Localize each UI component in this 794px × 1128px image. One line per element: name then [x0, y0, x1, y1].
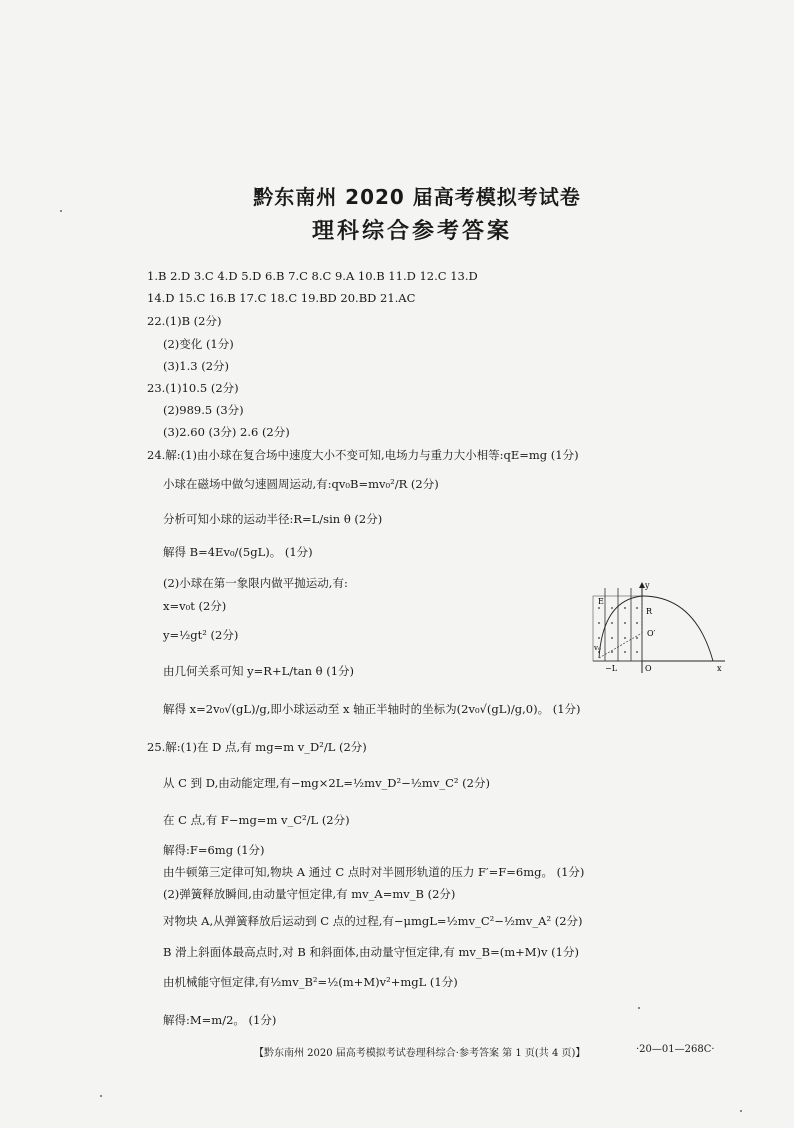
label-minus-l: −L	[605, 664, 618, 673]
q23-part-1: 23.(1)10.5 (2分)	[147, 381, 239, 395]
q25-step-5: 由牛顿第三定律可知,物块 A 通过 C 点时对半圆形轨道的压力 F′=F=6mg。 (1分)	[163, 865, 585, 879]
exam-title: 黔东南州 2020 届高考模拟考试卷	[253, 185, 581, 209]
q25-step-2: 从 C 到 D,由动能定理,有−mg×2L=½mv_D²−½mv_C² (2分)	[163, 776, 490, 790]
scan-speck	[60, 210, 62, 212]
scan-speck	[100, 1095, 102, 1097]
q25-step-1: 25.解:(1)在 D 点,有 mg=m v_D²/L (2分)	[147, 740, 367, 754]
page-footer: 【黔东南州 2020 届高考模拟考试卷理科综合·参考答案 第 1 页(共 4 页)】	[254, 1048, 586, 1059]
mc-answers-row-1: 1.B 2.D 3.C 4.D 5.D 6.B 7.C 8.C 9.A 10.B 11.D 12.C 13.D	[147, 269, 478, 283]
q23-part-2: (2)989.5 (3分)	[163, 403, 244, 417]
label-x: x	[717, 664, 722, 673]
q23-part-3: (3)2.60 (3分) 2.6 (2分)	[163, 425, 290, 439]
label-o-prime: O′	[647, 629, 656, 638]
q24-step-3: 分析可知小球的运动半径:R=L/sin θ (2分)	[163, 512, 383, 526]
q24-step-5: x=v₀t (2分)	[163, 599, 227, 613]
scan-speck	[638, 1007, 640, 1009]
q22-part-3: (3)1.3 (2分)	[163, 359, 230, 373]
q24-step-4: 解得 B=4Ev₀/(5gL)。 (1分)	[163, 545, 313, 559]
label-e: E	[598, 597, 604, 606]
answer-key-title: 理科综合参考答案	[311, 219, 512, 244]
q25-part-2-step-1: (2)弹簧释放瞬间,由动量守恒定律,有 mv_A=mv_B (2分)	[163, 887, 456, 901]
q24-part-2-intro: (2)小球在第一象限内做平抛运动,有:	[163, 576, 348, 590]
q24-step-8: 解得 x=2v₀√(gL)/g,即小球运动至 x 轴正半轴时的坐标为(2v₀√(gL)/g,0)。 (1分)	[163, 702, 581, 716]
label-r: R	[646, 607, 653, 616]
q25-step-3: 在 C 点,有 F−mg=m v_C²/L (2分)	[163, 813, 350, 827]
q25-part-2-step-5: 解得:M=m/2。 (1分)	[163, 1013, 277, 1027]
q25-part-2-step-3: B 滑上斜面体最高点时,对 B 和斜面体,由动量守恒定律,有 mv_B=(m+M)v (1分)	[163, 945, 579, 959]
q22-part-2: (2)变化 (1分)	[163, 337, 234, 351]
label-o: O	[645, 664, 652, 673]
q25-part-2-step-4: 由机械能守恒定律,有½mv_B²=½(m+M)v²+mgL (1分)	[163, 975, 458, 989]
q25-part-2-step-2: 对物块 A,从弹簧释放后运动到 C 点的过程,有−μmgL=½mv_C²−½mv_A² (2分)	[163, 914, 583, 928]
q22-part-1: 22.(1)B (2分)	[147, 314, 222, 328]
q24-step-7: 由几何关系可知 y=R+L/tan θ (1分)	[163, 664, 355, 678]
label-y: y	[645, 581, 650, 590]
q24-step-1: 24.解:(1)由小球在复合场中速度大小不变可知,电场力与重力大小相等:qE=mg (1分)	[147, 448, 579, 462]
exam-code: ·20—01—268C·	[636, 1044, 715, 1055]
label-v0: v₀	[594, 644, 601, 652]
mc-answers-row-2: 14.D 15.C 16.B 17.C 18.C 19.BD 20.BD 21.AC	[147, 291, 416, 305]
q24-step-2: 小球在磁场中做匀速圆周运动,有:qv₀B=mv₀²/R (2分)	[163, 477, 439, 491]
circular-path	[599, 596, 642, 658]
scan-speck	[740, 1110, 742, 1112]
q24-step-6: y=½gt² (2分)	[163, 628, 239, 642]
radius-line	[599, 633, 642, 658]
q24-figure	[585, 578, 785, 673]
q25-step-4: 解得:F=6mg (1分)	[163, 843, 265, 857]
